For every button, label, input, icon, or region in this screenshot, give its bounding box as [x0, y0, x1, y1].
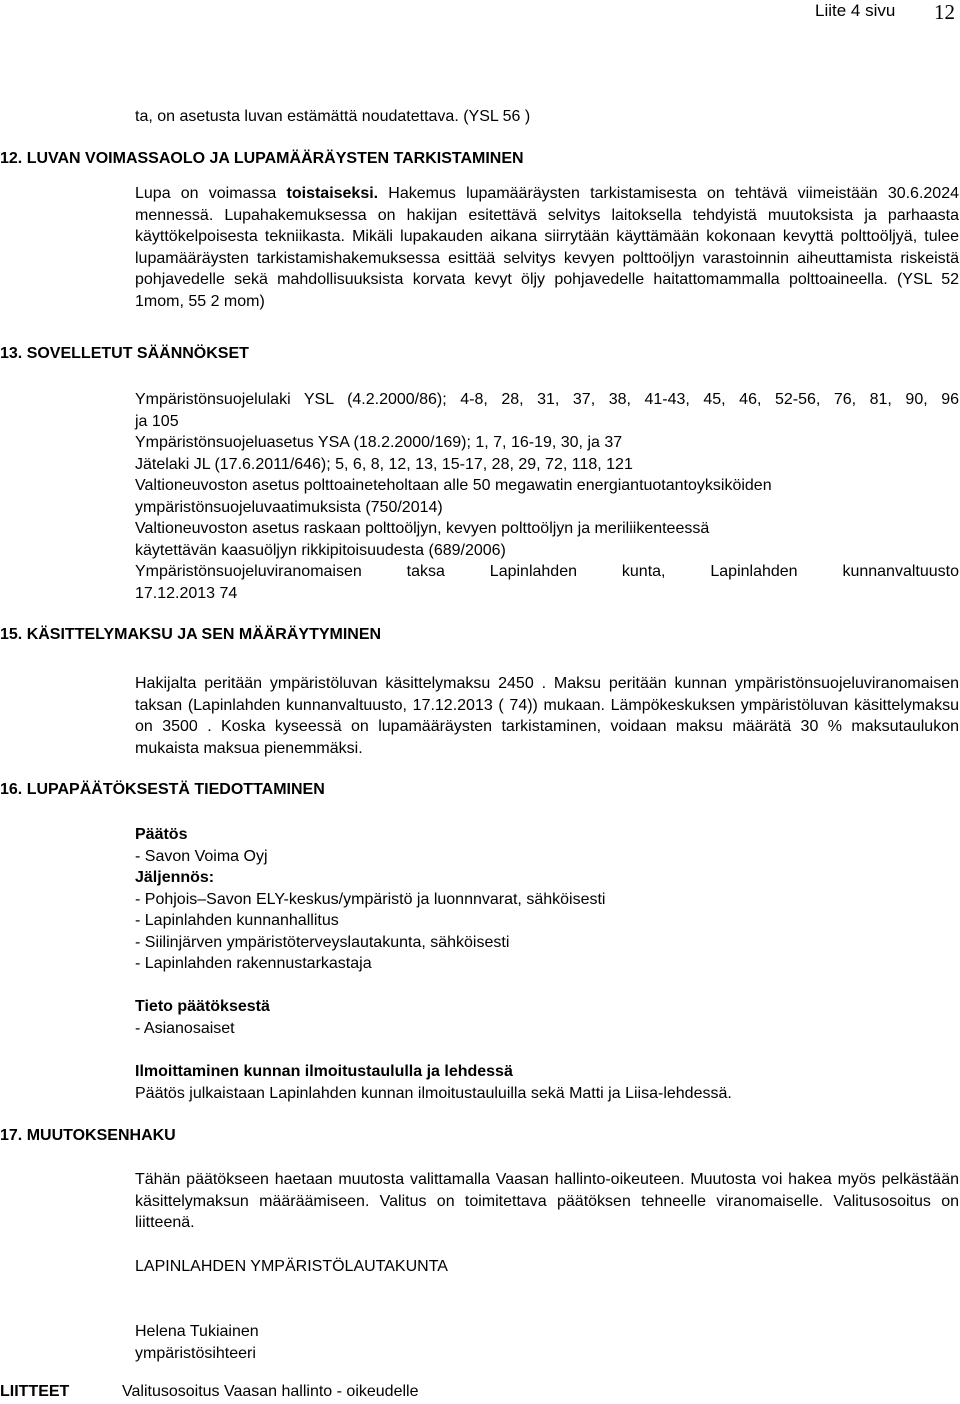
- jaljennos-recipient: - Lapinlahden rakennustarkastaja: [135, 955, 372, 972]
- jaljennos-recipient: - Lapinlahden kunnanhallitus: [135, 912, 339, 929]
- page-number: 12: [934, 0, 955, 24]
- jaljennos-heading: Jäljennös:: [135, 869, 215, 886]
- signature-org-name: LAPINLAHDEN YMPÄRISTÖLAUTAKUNTA: [135, 1258, 448, 1275]
- tieto-block: [135, 996, 959, 1039]
- section-15-body: [135, 673, 959, 759]
- statute-vna-689: Valtioneuvoston asetus raskaan polttoöljyn, kevyen polttoöljyn ja meriliikenteessä: [135, 520, 710, 537]
- statute-ysa: Ympäristönsuojeluasetus YSA (18.2.2000/169); 1, 7, 16-19, 30, ja 37: [135, 434, 623, 451]
- signatory-title: ympäristösihteeri: [135, 1344, 256, 1362]
- statute-vna-750: Valtioneuvoston asetus polttoaineteholtaan alle 50 megawatin energiantuotantoyksiköiden: [135, 477, 772, 494]
- tieto-recipient: - Asianosaiset: [135, 1019, 235, 1037]
- section-16-body: [135, 824, 959, 975]
- ilmoitus-text: Päätös julkaistaan Lapinlahden kunnan ilmoitustauluilla sekä Matti ja Liisa-lehdessä.: [135, 1084, 732, 1102]
- liitteet-label: LIITTEET: [0, 1383, 70, 1400]
- validity-term: toistaiseksi.: [286, 185, 379, 202]
- section-11-tail-text: ta, on asetusta luvan estämättä noudatettava. (YSL 56 ): [135, 108, 531, 125]
- statute-taksa-cont: 17.12.2013 74: [135, 584, 238, 602]
- statute-jl: Jätelaki JL (17.6.2011/646); 5, 6, 8, 12, 13, 15-17, 28, 29, 72, 118, 121: [135, 455, 633, 473]
- heading-section-16: 16. LUPAPÄÄTÖKSESTÄ TIEDOTTAMINEN: [0, 781, 325, 798]
- statute-taksa: Ympäristönsuojeluviranomaisen taksa Lapinlahden kunta, Lapinlahden kunnanvaltuusto: [135, 563, 959, 580]
- section-13-body: [135, 389, 959, 604]
- signature-block: [135, 1321, 959, 1364]
- signatory-name: Helena Tukiainen: [135, 1323, 259, 1340]
- statute-ysl-cont: ja 105: [135, 412, 179, 430]
- appeal-paragraph: Tähän päätökseen haetaan muutosta valittamalla Vaasan hallinto-oikeuteen. Muutosta voi hakea myös pelkästään käsittelymaksun määräämiseen. Valitus on toimitettava päätöksen tehneelle viranomaiselle. Valitusosoitus on liitteenä.: [135, 1171, 959, 1231]
- statute-vna-689-cont: käytettävän kaasuöljyn rikkipitoisuudesta (689/2006): [135, 541, 506, 559]
- heading-section-13: 13. SOVELLETUT SÄÄNNÖKSET: [0, 345, 249, 362]
- validity-rest: Hakemus lupamääräysten tarkistamisesta on tehtävä viimeistään 30.6.2024 mennessä. Lupahakemuksessa on hakijan esitettävä selvitys laitoksella tehdyistä muutoksista ja parhaasta käyttökelpoisesta tekniikasta. Mikäli lupakauden aikana siirrytään käyttämään kokonaan kevyttä polttoöljyä, tulee lupamääräysten tarkistamishakemuksessa esittää selvitys kevyen polttoöljyn varastoinnin aiheuttamista riskeistä pohjavedelle sekä mahdollisuuksista korvata kevyt öljy pohjavedelle haitattomammalla polttoaineella. (YSL 52 1mom, 55 2 mom): [135, 185, 959, 310]
- paatos-heading: Päätös: [135, 826, 188, 843]
- section-12-body: [135, 183, 959, 312]
- jaljennos-recipient: - Pohjois–Savon ELY-keskus/ympäristö ja luonnnvarat, sähköisesti: [135, 890, 606, 908]
- statute-ysl: Ympäristönsuojelulaki YSL (4.2.2000/86); 4-8, 28, 31, 37, 38, 41-43, 45, 46, 52-56, 76, 81, 90, 96: [135, 391, 959, 408]
- heading-section-17: 17. MUUTOKSENHAKU: [0, 1127, 176, 1144]
- validity-prefix: Lupa on voimassa: [135, 185, 287, 202]
- tieto-heading: Tieto päätöksestä: [135, 998, 270, 1015]
- ilmoitus-block: [135, 1061, 959, 1104]
- heading-section-15: 15. KÄSITTELYMAKSU JA SEN MÄÄRÄYTYMINEN: [0, 626, 382, 643]
- paatos-recipient: - Savon Voima Oyj: [135, 847, 268, 865]
- liitteet-value: Valitusosoitus Vaasan hallinto - oikeudelle: [122, 1383, 419, 1400]
- statute-vna-750-cont: ympäristönsuojeluvaatimuksista (750/2014): [135, 498, 443, 516]
- page-header-label: Liite 4 sivu: [815, 1, 896, 20]
- section-17-body: [135, 1169, 959, 1234]
- section-11-tail: [135, 106, 959, 128]
- heading-section-12: 12. LUVAN VOIMASSAOLO JA LUPAMÄÄRÄYSTEN TARKISTAMINEN: [0, 150, 524, 167]
- section-12-paragraph: [135, 183, 959, 312]
- fee-paragraph: Hakijalta peritään ympäristöluvan käsittelymaksu 2450 . Maksu peritään kunnan ympäristönsuojeluviranomaisen taksan (Lapinlahden kunnanvaltuusto, 17.12.2013 ( 74)) mukaan. Lämpökeskuksen ympäristöluvan käsittelymaksu on 3500 . Koska kyseessä on lupamääräysten tarkistaminen, voidaan maksu määrätä 30 % maksutaulukon mukaista maksua pienemmäksi.: [135, 675, 959, 757]
- jaljennos-recipient: - Siilinjärven ympäristöterveyslautakunta, sähköisesti: [135, 933, 510, 951]
- signature-org: [135, 1256, 959, 1278]
- ilmoitus-heading: Ilmoittaminen kunnan ilmoitustaululla ja lehdessä: [135, 1063, 513, 1080]
